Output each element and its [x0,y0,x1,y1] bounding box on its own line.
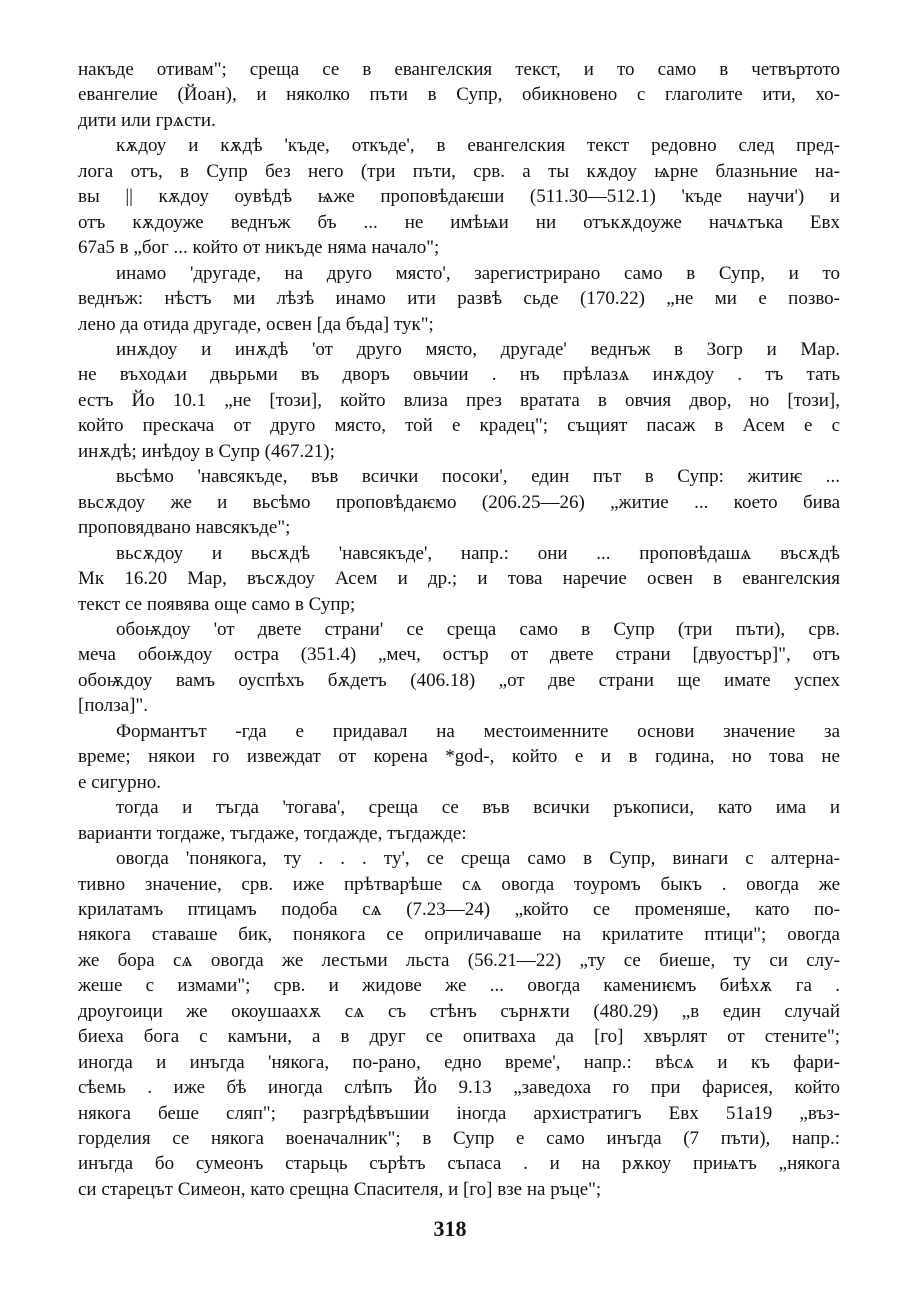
text-line: вьсѫдоу и вьсѫдѣ 'навсякъде', напр.: они ... проповѣдашѧ въсѫдѣ [116,542,840,564]
text-line: който прескача от друго място, той е крадец"; същият пасаж в Асем е с [78,415,840,437]
text-line: лога отъ, в Супр без него (три пъти, срв. а ты кѫдоу ѩрне блазньние на- [78,160,840,182]
paragraph [78,719,840,795]
text-line: дити или грѧсти. [78,109,216,131]
text-line: тогда и тъгда 'тогава', среща се във всички ръкописи, като има и [116,797,840,819]
text-line: обоѭдоу 'от двете страни' се среща само в Супр (три пъти), срв. [116,618,840,640]
text-line: естъ Йо 10.1 „не [този], който влиза през вратата в овчия двор, но [този], [78,389,840,411]
text-line: някога ставаше бик, понякога се оприличаваше на крилатите птици"; овогда [78,924,840,946]
text-line: меча обоѭдоу остра (351.4) „меч, остър от двете страни [двуостър]", отъ [78,644,840,666]
text-line: горделия се някога военачалник"; в Супр е само инъгда (7 пъти), напр.: [78,1128,840,1150]
text-line: отъ кѫдоуже веднъж бъ ... не имѣѩи ни отъкѫдоуже начѧтъка Евх [78,211,840,233]
text-line: сѣемь . иже бѣ иногда слѣпъ Йо 9.13 „заведоха го при фарисея, който [78,1077,840,1099]
text-line: лено да отида другаде, освен [да бъда] тук"; [78,313,434,335]
text-line: обоѭдоу вамъ оуспѣхъ бѫдетъ (406.18) „от две страни ще имате успех [78,669,840,691]
text-line: овогда 'понякога, ту . . . ту', се среща само в Супр, винаги с алтерна- [116,848,840,870]
text-line: дроугоици же окоушаахѫ сѧ съ стѣнъ сърнѫти (480.29) „в един случай [78,1000,840,1022]
text-line: иногда и инъгда 'някога, по-рано, едно време', напр.: вѣсѧ и къ фари- [78,1051,840,1073]
text-line: веднъж: нѣстъ ми лѣзѣ инамо ити развѣ сьде (170.22) „не ми е позво- [78,288,840,310]
paragraph [78,846,840,1202]
paragraph [78,795,840,846]
text-line: инъгда бо сумеонъ старьць сърѣтъ съпаса . и на рѫкоу приѩтъ „някога [78,1153,840,1175]
text-line: Мк 16.20 Мар, въсѫдоу Асем и др.; и това наречие освен в евангелския [78,568,840,590]
text-line: [полза]". [78,695,148,717]
text-line: инѫдѣ; инѣдоу в Супр (467.21); [78,440,335,462]
text-line: кѫдоу и кѫдѣ 'къде, откъде', в евангелския текст редовно след пред- [116,135,840,157]
text-line: тивно значение, срв. иже прѣтварѣше сѧ овогда тоуромъ быкъ . овогда же [78,873,840,895]
paragraph [78,133,840,260]
text-line: си старецът Симеон, като срещна Спасителя, и [го] взе на ръце"; [78,1178,602,1200]
text-line: вьсѣмо 'навсякъде, във всички посоки', един път в Супр: житиѥ ... [116,466,840,488]
text-line: вы || кѫдоу оувѣдѣ ѩже проповѣдаѥши (511.30—512.1) 'къде научи') и [78,186,840,208]
text-line: е сигурно. [78,771,161,793]
text-line: инамо 'другаде, на друго място', зарегистрирано само в Супр, и то [116,262,840,284]
text-line: жеше с измами"; срв. и жидове же ... овогда камениѥмъ биѣхѫ га . [78,975,840,997]
paragraph [78,464,840,540]
text-line: време; някои го извеждат от корена *god-, който е и в година, но това не [78,746,840,768]
text-line: инѫдоу и инѫдѣ 'от друго място, другаде' веднъж в Зогр и Мар. [116,338,840,360]
page-number: 318 [433,1216,467,1241]
text-line: 67а5 в „бог ... който от никъде няма начало"; [78,237,440,259]
text-line: някога беше сляп"; разгрѣдѣвъшии іногда архистратигъ Евх 51а19 „въз- [78,1102,840,1124]
text-line: крилатамъ птицамъ подоба сѧ (7.23—24) „който се променяше, като по- [78,898,840,920]
text-line: текст се появява още само в Супр; [78,593,356,615]
text-line: евангелие (Йоан), и няколко пъти в Супр, обикновено с глаголите ити, хо- [78,84,840,106]
paragraph [78,541,840,617]
text-line: накъде отивам"; среща се в евангелския текст, и то само в четвъртото [78,59,840,80]
paragraph [78,57,840,133]
paragraph [78,261,840,337]
text-line: же бора сѧ овогда же лестьми льста (56.21—22) „ту се биеше, ту си слу- [78,949,840,971]
text-line: биеха бога с камъни, а в друг се опитваха да [го] хвърлят от стените"; [78,1026,840,1048]
text-line: варианти тогдаже, тъгдаже, тогдажде, тъгдажде: [78,822,467,844]
paragraph [78,337,840,464]
paragraph [78,617,840,719]
text-line: не въходѧи двьрьми въ дворъ овьчии . нъ прѣлазѧ инѫдоу . тъ тать [78,364,840,386]
text-line: вьсѫдоу же и вьсѣмо проповѣдаѥмо (206.25—26) „житие ... което бива [78,491,840,513]
page-body [78,57,840,1202]
text-line: Формантът -гда е придавал на местоименните основи значение за [116,720,840,742]
text-line: проповядвано навсякъде"; [78,517,291,539]
